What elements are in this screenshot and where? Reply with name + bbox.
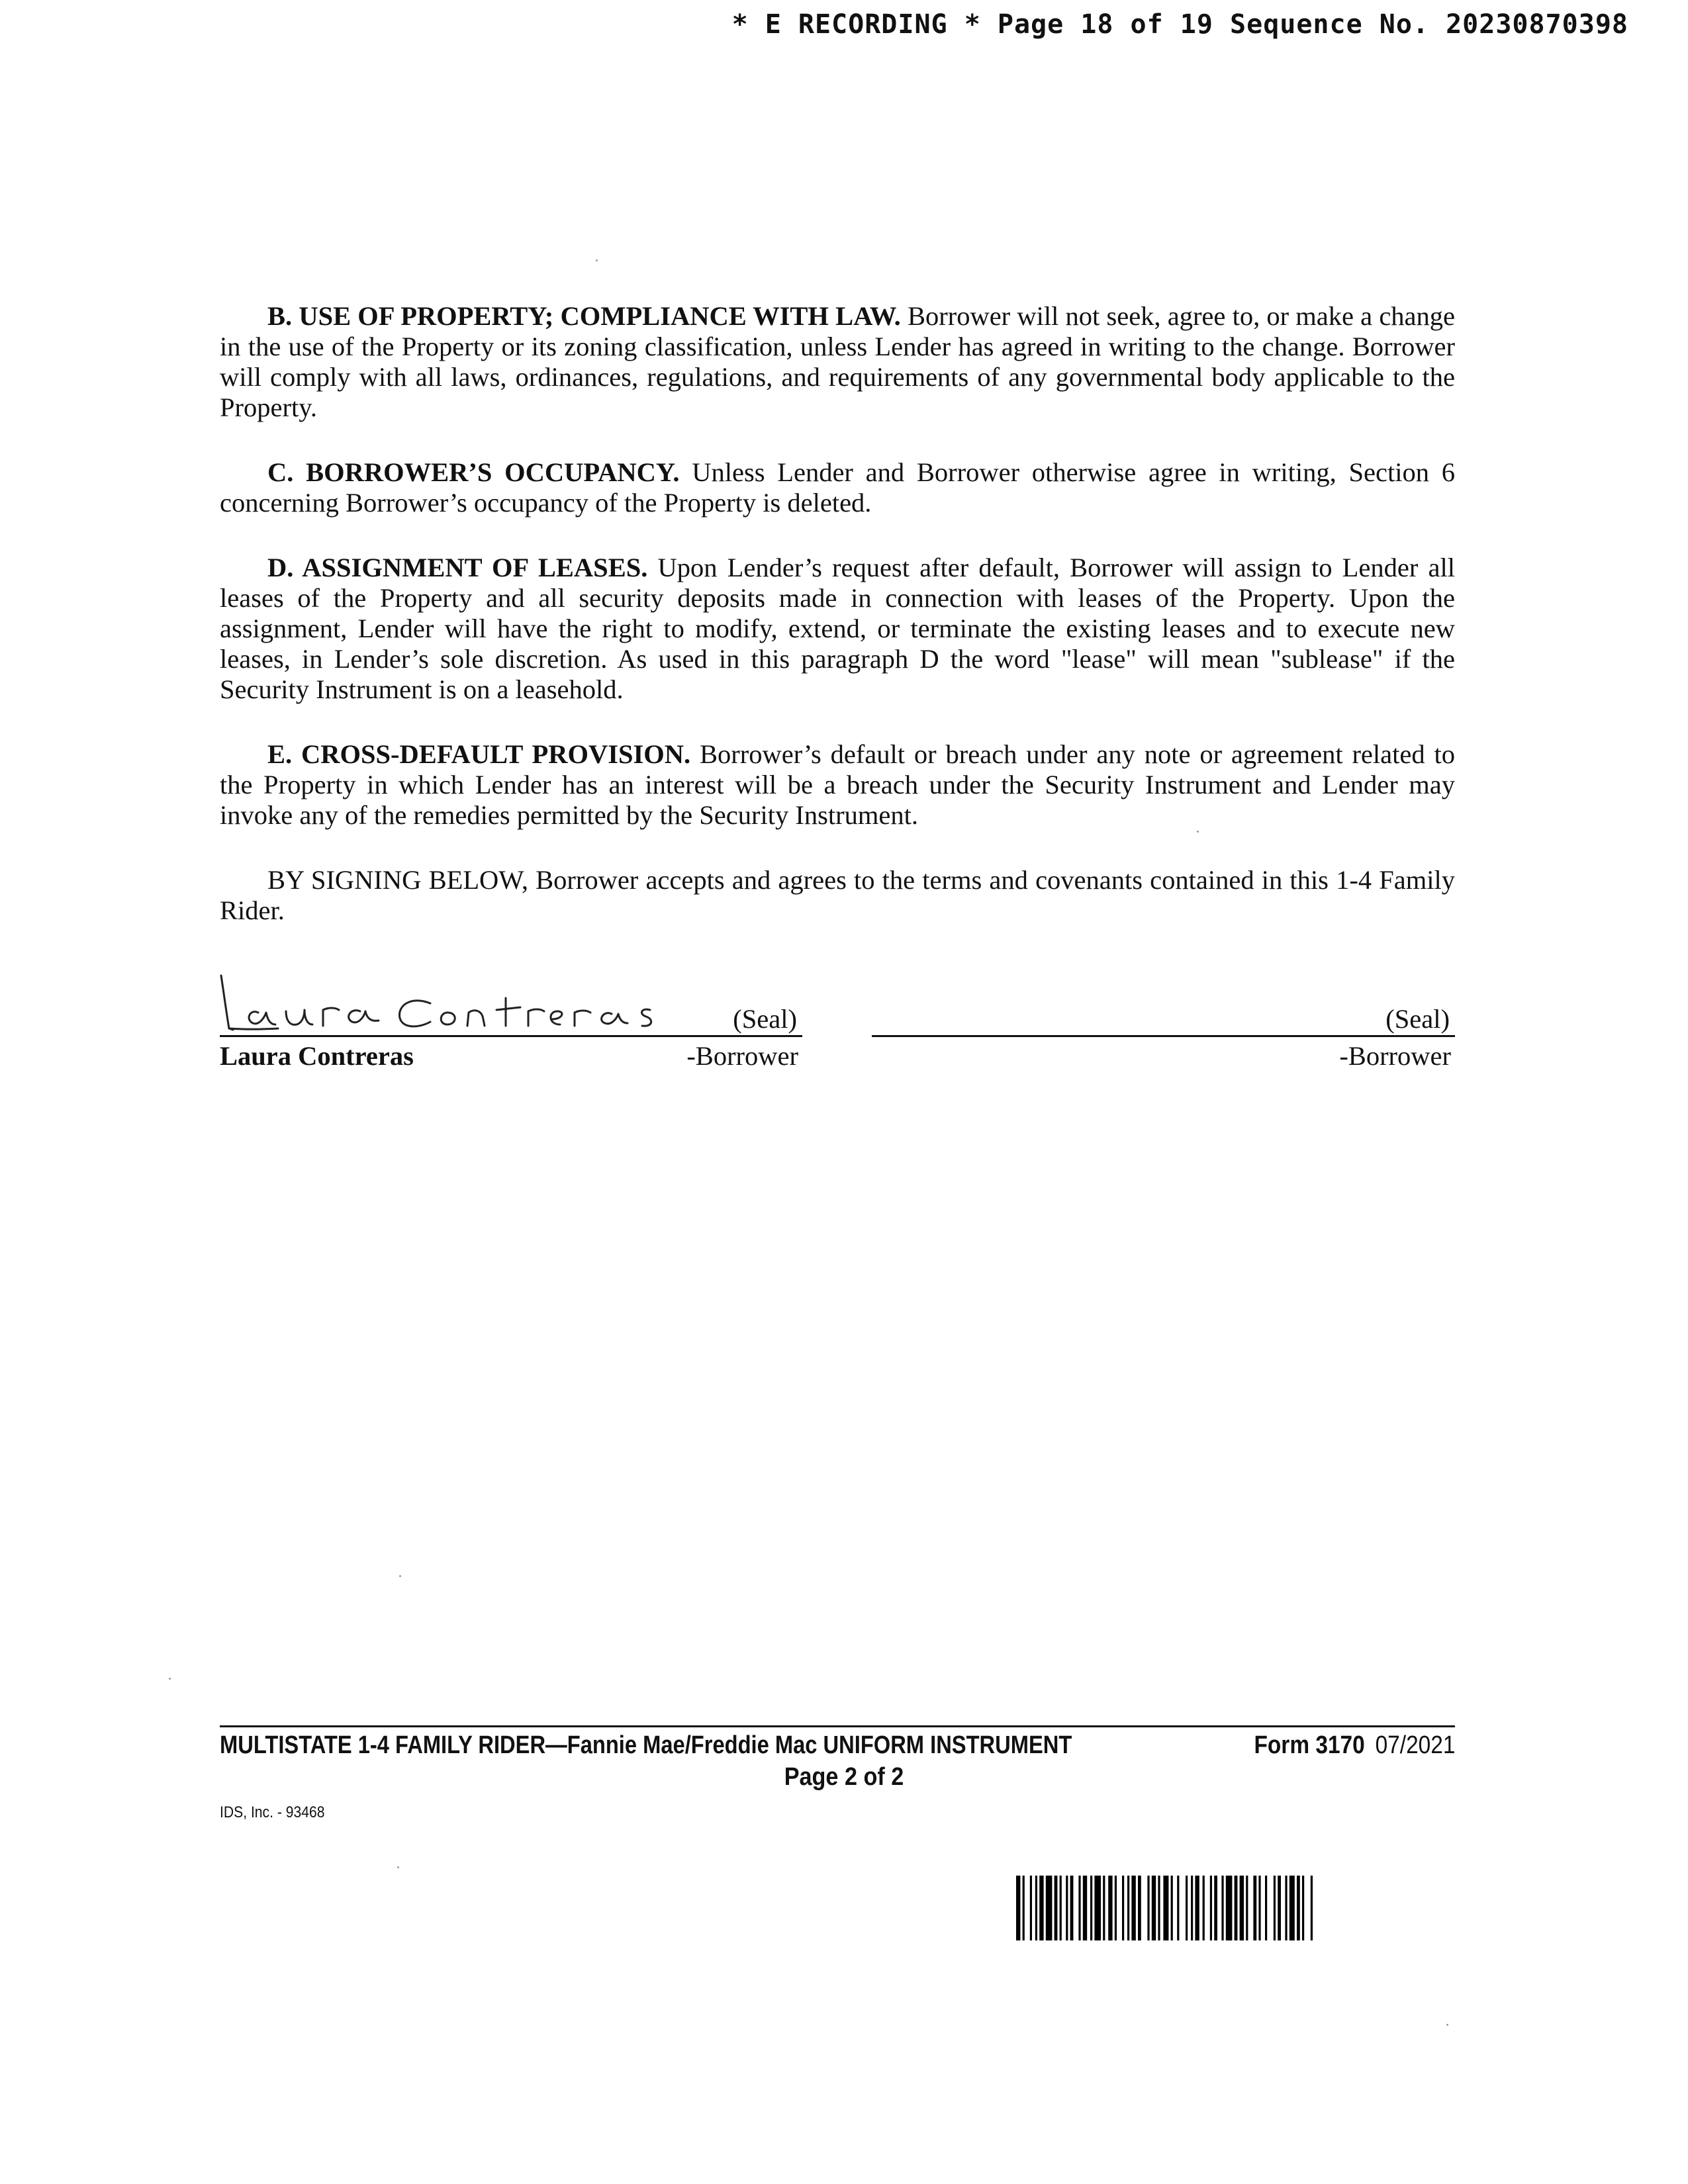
- section-text: Upon Lender’s request after default, Borrower will assign to Lender all leases of the Property and all security deposits made in connection with leases of the Property. Upon the assignment, Lender will have the right to modify, extend, or terminate the existing leases and to execute new leases, in Lender’s sole discretion. As used in this paragraph D the word "lease" will mean "sublease" if the Security Instrument is on a leasehold.: [220, 553, 1455, 704]
- section-heading: C. BORROWER’S OCCUPANCY.: [267, 457, 680, 487]
- footer-title: MULTISTATE 1-4 FAMILY RIDER—Fannie Mae/Freddie Mac UNIFORM INSTRUMENT: [220, 1731, 1072, 1759]
- barcode-bar: [1195, 1876, 1199, 1940]
- barcode-bar: [1090, 1876, 1092, 1940]
- barcode-bar: [1060, 1876, 1062, 1940]
- barcode-bar: [1246, 1876, 1248, 1940]
- barcode-bar: [1039, 1876, 1043, 1940]
- barcode-bar: [1285, 1876, 1287, 1940]
- scan-speck: [596, 259, 598, 261]
- seal-label: (Seal): [1385, 1004, 1450, 1034]
- barcode-bar: [1158, 1876, 1160, 1940]
- barcode-bar: [1046, 1876, 1053, 1940]
- barcode-bar: [1221, 1876, 1223, 1940]
- barcode-bar: [1035, 1876, 1037, 1940]
- barcode-bar: [1147, 1876, 1149, 1940]
- signer-role: -Borrower: [686, 1041, 798, 1071]
- signer-role: -Borrower: [1339, 1041, 1451, 1071]
- scan-speck: [1446, 2024, 1448, 2026]
- section-heading: E. CROSS-DEFAULT PROVISION.: [267, 739, 691, 769]
- scan-speck: [397, 1866, 399, 1868]
- signature-area: [220, 966, 1455, 1085]
- recording-header: * E RECORDING * Page 18 of 19 Sequence No. 20230870398: [731, 9, 1628, 40]
- barcode-bar: [1210, 1876, 1212, 1940]
- scan-speck: [399, 1575, 401, 1577]
- section-heading: B. USE OF PROPERTY; COMPLIANCE WITH LAW.: [267, 301, 901, 331]
- scan-speck: [169, 1678, 171, 1680]
- barcode-bar: [1274, 1876, 1276, 1940]
- barcode-bar: [1016, 1876, 1020, 1940]
- footer-divider: [220, 1725, 1455, 1727]
- barcode-bar: [1214, 1876, 1217, 1940]
- barcode-bar: [1023, 1876, 1025, 1940]
- barcode-bar: [1108, 1876, 1112, 1940]
- barcode-bar: [1311, 1876, 1313, 1940]
- barcode-bar: [1103, 1876, 1105, 1940]
- barcode-bar: [1122, 1876, 1124, 1940]
- section-text: Borrower will not seek, agree to, or make a change in the use of the Property or its zoning classification, unless Lender has agreed in writing to the change. Borrower will comply with all laws, ordinances, regulations, and requirements of any governmental body applicable to the Property.: [220, 301, 1455, 422]
- footer-form-info: [1254, 1731, 1455, 1760]
- barcode-bar: [1177, 1876, 1179, 1940]
- barcode-bar: [1070, 1876, 1074, 1940]
- barcode-bar: [1066, 1876, 1068, 1940]
- barcode-bar: [1191, 1876, 1193, 1940]
- barcode-bar: [1115, 1876, 1117, 1940]
- handwritten-signature: [212, 966, 688, 1035]
- form-date: 07/2021: [1375, 1731, 1455, 1759]
- barcode-bar: [1265, 1876, 1267, 1940]
- barcode-bar: [1226, 1876, 1233, 1940]
- barcode-bar: [1302, 1876, 1304, 1940]
- section-text: Unless Lender and Borrower otherwise agree in writing, Section 6 concerning Borrower’s occupancy of the Property is deleted.: [220, 457, 1455, 518]
- barcode-bar: [1094, 1876, 1101, 1940]
- footer-page-number: Page 2 of 2: [784, 1763, 904, 1791]
- barcode-bar: [1258, 1876, 1260, 1940]
- barcode-bar: [1083, 1876, 1087, 1940]
- form-number: Form 3170: [1253, 1731, 1365, 1759]
- barcode-bar: [1253, 1876, 1256, 1940]
- rider-body: [220, 301, 1455, 960]
- barcode-bar: [1171, 1876, 1173, 1940]
- barcode-bar: [1131, 1876, 1135, 1940]
- barcode: [1016, 1876, 1453, 1940]
- barcode-bar: [1127, 1876, 1129, 1940]
- scan-speck: [1197, 831, 1199, 833]
- signature-line: [872, 1035, 1455, 1037]
- closing-statement: BY SIGNING BELOW, Borrower accepts and agrees to the terms and covenants contained in this 1-4 Family Rider.: [220, 865, 1455, 925]
- signature-block-borrower-2: [872, 966, 1455, 1085]
- barcode-bar: [1186, 1876, 1188, 1940]
- section-d: [220, 553, 1455, 705]
- barcode-bar: [1278, 1876, 1281, 1940]
- barcode-bar: [1030, 1876, 1032, 1940]
- seal-label: (Seal): [733, 1004, 797, 1034]
- section-b: [220, 301, 1455, 423]
- barcode-bar: [1289, 1876, 1295, 1940]
- barcode-bar: [1138, 1876, 1141, 1940]
- section-heading: D. ASSIGNMENT OF LEASES.: [267, 553, 648, 582]
- signature-block-borrower-1: [220, 966, 802, 1085]
- barcode-bar: [1163, 1876, 1168, 1940]
- signature-line: [220, 1035, 802, 1037]
- barcode-bar: [1078, 1876, 1080, 1940]
- barcode-bar: [1203, 1876, 1205, 1940]
- signer-name: Laura Contreras: [220, 1041, 414, 1071]
- barcode-bar: [1297, 1876, 1300, 1940]
- barcode-bar: [1240, 1876, 1244, 1940]
- section-text: Borrower’s default or breach under any note or agreement related to the Property in which Lender has an interest will be a breach under the Security Instrument and Lender may invoke any of the remedies permitted by the Security Instrument.: [220, 739, 1455, 830]
- barcode-bar: [1055, 1876, 1058, 1940]
- section-c: [220, 457, 1455, 518]
- barcode-bar: [1235, 1876, 1238, 1940]
- footer-vendor-id: IDS, Inc. - 93468: [220, 1803, 325, 1821]
- barcode-bar: [1152, 1876, 1156, 1940]
- section-e: [220, 739, 1455, 831]
